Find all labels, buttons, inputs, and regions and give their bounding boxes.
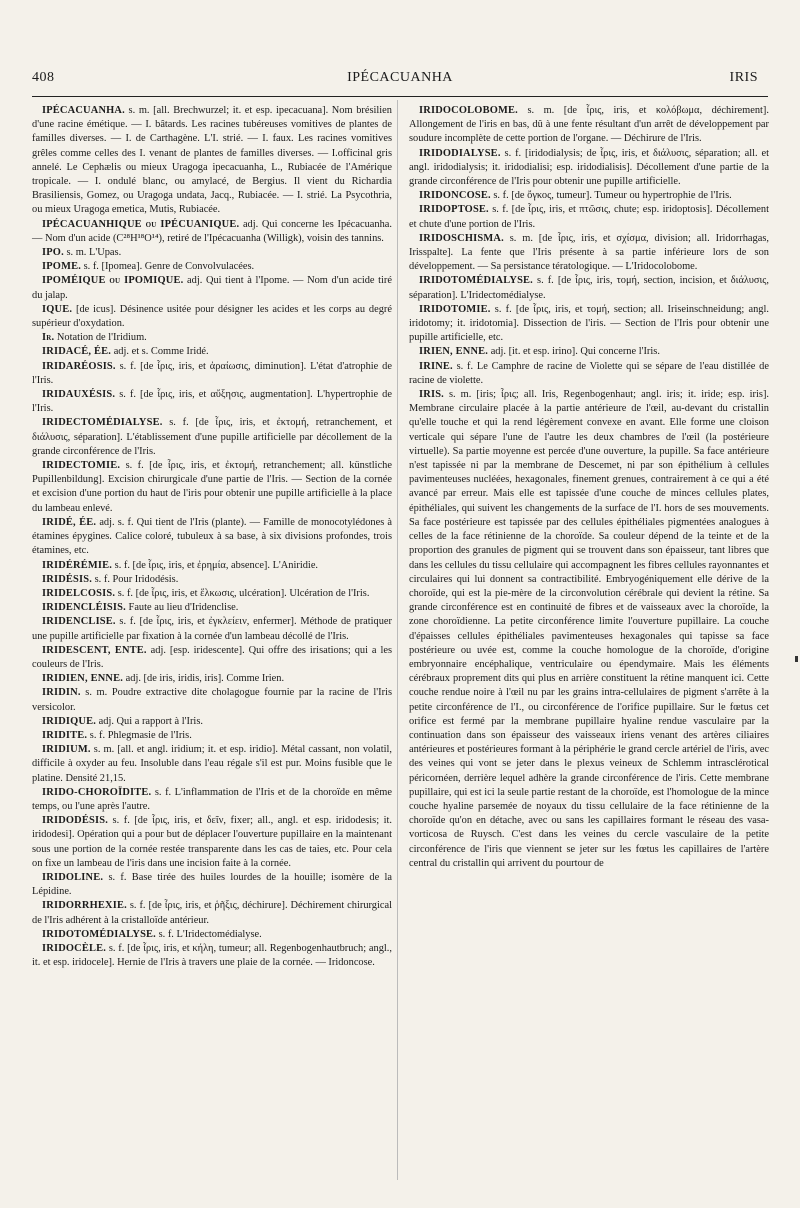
entry-headword: IRIDOCÈLE. bbox=[42, 942, 107, 954]
entry-headword: IRIDÉSIS. bbox=[42, 573, 93, 585]
dictionary-entry bbox=[409, 189, 769, 203]
dictionary-entry bbox=[32, 260, 392, 274]
dictionary-entry bbox=[32, 729, 392, 743]
entry-definition: s. f. [iridodialysis; de ἶρις, iris, et διάλυσις, séparation; all. et angl. iridodialysis; it. iridodialisi; esp. iridodialisis]. Décollement d'une partie de la grande circonférence de l'Iris pour obtenir une pupille artificielle. bbox=[409, 147, 769, 188]
dictionary-entry bbox=[32, 331, 392, 345]
entry-headword: IRIDODIALYSE. bbox=[419, 147, 501, 159]
entry-headword: IRIDIN. bbox=[42, 687, 81, 699]
dictionary-entry bbox=[32, 644, 392, 672]
left-running-head: IPÉCACUANHA bbox=[347, 70, 453, 85]
entry-headword: IPÉCACUANHA. bbox=[42, 105, 125, 116]
entry-definition: s. m. [de ἶρις, iris, et κολόβωμα, déchirement]. Allongement de l'iris en bas, dû à une fente résultant d'un arrêt de développement par soudure incomplète de cette portion de l'organe. — Déchirure de l'Iris. bbox=[409, 105, 769, 145]
entry-headword: IRIDODÉSIS. bbox=[42, 815, 109, 827]
entry-headword: IRIDOTOMIE. bbox=[419, 303, 491, 315]
entry-headword: IRIDOTOMÉDIALYSE. bbox=[42, 928, 156, 940]
entry-headword: IRIDORRHEXIE. bbox=[42, 900, 127, 912]
entry-definition: s. f. Le Camphre de racine de Violette qui se sépare de l'eau distillée de racine de violette. bbox=[409, 360, 769, 386]
entry-headword: IRIEN, ENNE. bbox=[419, 346, 489, 358]
entry-headword: IRIDECTOMÉDIALYSE. bbox=[42, 417, 163, 429]
entry-headword: IRIDECTOMIE. bbox=[42, 460, 121, 472]
dictionary-entry bbox=[409, 203, 769, 231]
entry-definition: s. f. [de ἶρις, iris, et ἐρημία, absence]. L'Aniridie. bbox=[112, 559, 319, 571]
entry-headword: IRIDENCLISE. bbox=[42, 616, 116, 628]
entry-definition: s. f. [de ἶρις, iris, et πτῶσις, chute; esp. iridoptosis]. Décollement et chute d'une portion de l'Iris. bbox=[409, 204, 769, 230]
entry-headword: IRIDELCOSIS. bbox=[42, 587, 116, 599]
dictionary-entry bbox=[32, 345, 392, 359]
dictionary-entry bbox=[32, 587, 392, 601]
margin-mark bbox=[795, 656, 798, 662]
page-number: 408 bbox=[32, 70, 55, 85]
entry-definition: s. f. [de ἶρις, iris, et ἐγκλείειν, enfermer]. Méthode de pratiquer une pupille artificielle par fixation à la cornée d'un lambeau décollé de l'Iris. bbox=[32, 616, 392, 642]
dictionary-entry bbox=[32, 615, 392, 643]
entry-definition: s. m. [all. et angl. iridium; it. et esp. iridio]. Métal cassant, non volatil, difficile à oxyder au feu. Insoluble dans l'eau régale s'il est pur. Moins fusible que le platine. Densité 21,15. bbox=[32, 744, 392, 784]
dictionary-entry bbox=[409, 303, 769, 346]
dictionary-entry bbox=[32, 601, 392, 615]
entry-headword: IRIDIQUE. bbox=[42, 715, 97, 727]
entry-headword: IRIDO-CHOROÏDITE. bbox=[42, 786, 152, 798]
entry-definition: s. m. [all. Brechwurzel; it. et esp. ipecacuana]. Nom brésilien d'une racine émétique. — I. bâtards. Les racines tubéreuses vomitives de plantes de familles diverses. — I. de Carthagène. L'I. strié. — I. faux. Les racines vomitives grêles comme celles des I. venant de plantes de familles diverses. — I.officinal gris annelé. Le Cephælis ou mieux Uragoga ipecacuanha, L., Rubiacée de l'Amérique tropicale. — I. ondulé blanc, ou amylacé, de Bergius. Il vient du Richardia Brasiliensis, Gomez, ou Uragoga undata, Jacq., Rubiacée. — I. strié. La Psycothria, ou mieux Uragoga emetica, Mutis, Rubiacée. bbox=[32, 105, 392, 216]
dictionary-entry bbox=[32, 218, 392, 246]
dictionary-entry bbox=[409, 360, 769, 388]
entry-headword: IRIDENCLÉISIS. bbox=[42, 602, 126, 614]
dictionary-entry bbox=[409, 232, 769, 275]
entry-definition: adj. et s. Comme Iridé. bbox=[111, 346, 209, 358]
dictionary-entry bbox=[32, 416, 392, 459]
entry-headword: IRIDOTOMÉDIALYSE. bbox=[419, 275, 533, 287]
dictionary-entry bbox=[32, 516, 392, 559]
entry-definition: s. f. Pour Iridodésis. bbox=[92, 573, 179, 585]
entry-definition: Faute au lieu d'Iridenclise. bbox=[125, 602, 239, 614]
entry-headword: IRINE. bbox=[419, 360, 453, 372]
entry-headword: IRIDIEN, ENNE. bbox=[42, 673, 124, 685]
entry-definition: s. f. [de ἶρις, iris, et ῥῆξις, déchirure]. Déchirement chirurgical de l'Iris adhérent à la cristalloïde antérieur. bbox=[32, 900, 392, 926]
entry-definition: adj. [it. et esp. irino]. Qui concerne l'Iris. bbox=[488, 346, 660, 358]
entry-headword: IRIDOSCHISMA. bbox=[419, 232, 504, 244]
entry-headword: IRIS. bbox=[419, 389, 444, 401]
entry-headword: IRIDÉRÉMIE. bbox=[42, 559, 113, 571]
entry-definition: Notation de l'Iridium. bbox=[54, 332, 147, 344]
running-header bbox=[32, 70, 768, 90]
entry-headword: IPÉCACUANHIQUE ou IPÉCUANIQUE. bbox=[42, 218, 240, 230]
dictionary-entry bbox=[32, 274, 392, 302]
entry-definition: adj. s. f. Qui tient de l'Iris (plante). — Famille de monocotylédones à étamines épygines. Calice coloré, tubuleux à sa base, à six divisions profondes, trois étamines, etc. bbox=[32, 516, 392, 557]
entry-definition: s. f. L'inflammation de l'Iris et de la choroïde en même temps, ou l'une après l'autre. bbox=[32, 786, 392, 812]
entry-headword: IRIDIUM. bbox=[42, 744, 91, 756]
dictionary-entry bbox=[32, 942, 392, 970]
entry-definition: adj. Qui tient à l'Ipome. — Nom d'un acide tiré du jalap. bbox=[32, 275, 392, 301]
entry-definition: s. f. Base tirée des huiles lourdes de la houille; isomère de la Lépidine. bbox=[32, 871, 392, 898]
entry-definition: s. f. Phlegmasie de l'Iris. bbox=[87, 729, 192, 741]
dictionary-entry bbox=[32, 246, 392, 260]
dictionary-entry bbox=[32, 559, 392, 573]
dictionary-entry bbox=[32, 360, 392, 388]
dictionary-entry bbox=[409, 388, 769, 871]
entry-headword: IRIDOPTOSE. bbox=[419, 204, 489, 216]
entry-headword: IRIDARÉOSIS. bbox=[42, 360, 116, 372]
header-rule bbox=[32, 96, 768, 97]
entry-definition: s. f. [de ἶρις, iris, et ἐκτομή, retranchement; all. künstliche Pupillenbildung]. Excision chirurgicale d'une partie de l'Iris. — Section de la cornée et excision d'une portion du haut de l'iris pour obtenir une pupille artificielle à la place du lambeau enlevé. bbox=[32, 460, 392, 514]
entry-definition: adj. [esp. iridescente]. Qui offre des irisations; qui a les couleurs de l'Iris. bbox=[32, 644, 393, 670]
entry-definition: s. f. [de ἶρις, iris, et ἐκτομή, retranchement, et διάλυσις, séparation]. L'établissement d'une pupille artificielle par décollement de la grande circonférence de l'Iris. bbox=[32, 417, 392, 457]
entry-definition: s. m. [iris; ἶρις; all. Iris, Regenbogenhaut; angl. iris; it. iride; esp. iris]. Membrane circulaire placée à la partie antérieure de l'œil, au-devant du cristallin qu'elle touche et qui la rend légèrement convexe en avant. Elle forme une cloison verticale qui sépare l'une de l'autre les deux chambres de l'œil (la postérieure virtuelle). Sa partie moyenne est percée d'une ouverture, la pupille. Sa face antérieure n'est tapissée ni par la membrane de Descemet, ni par son épithélium à cellules pavimenteuses nucléées, hexagonales, finement grenues, contrairement à ce qui a été avancé par erreur. Mais elle est tapissée d'une couche de minces cellules plates, épithéliales, qui suivent les changements de la surface de l'I. hors de ses mouvements. Sa face postérieure est tapissée par des cellules épithéliales pigmentées analogues à celles de la face rétinienne de la choroïde. Sa couleur dépend de la teinte et de la proportion des granules de pigment qui se trouvent dans son épaisseur, tant libres que dans les cellules du tissu cellulaire qui accompagnent les fibres cellules rayonnantes et circulaires qui lui donnent sa contractibilité. Embryogéniquement elle dérive de la choroïde, qui est la pie-mère de la circonvolution cérébrale qui devient la rétine. Sa grande circonférence est en continuité de fibres et de vaisseaux avec la choroïde, la zone choroïdienne. La petite circonférence limite l'ouverture pupillaire. La couche d'épaisses cellules épithéliales pavimenteuses hexagonales qui tapisse sa face postérieure ou uvée est, comme la couche homologue de la choroïde, d'origine embryonnaire encéphalique, ventriculaire ou épendymaire. Mais les éléments cérébraux proprement dits qui plus en arrière constituent la rétine manquent ici. Cette couche rendue noire à l'œil nu par les grains intra-cellulaires de pigment s'arrête à la petite circonférence de l'I., ou circonférence de l'orifice pupillaire. Sur le fœtus cet orifice est fermé par la membrane pupillaire hyaline rendue vasculaire par la continuation dans son épaisseur des vaisseaux iriens venant des artères ciliaires antérieures et postérieures formant à la périphérie le grand cercle artériel de l'iris, avec des veines qui vont se jeter dans le plexus veineux de Schlemm intrasclérotical péricornéen, derrière lequel adhère la grande circonférence de l'iris. Cette membrane pupillaire, qui est ici la seule partie restant de la choroïde, est l'homologue de la mince couche hyaline parsemée de noyaux du tissu cellulaire de la face rétinienne de la choroïde qu'on en détache, avec ou sans les capillaires formant le réseau des vasa-vorticosa de Ruysch. C'est dans les veines du cercle vasculaire de la petite circonférence de l'iris que viennent se jeter sur les fœtus les capillaires de l'artère central du cristallin qui arrivent du pourtour de bbox=[409, 389, 769, 869]
entry-definition: s. m. Poudre extractive dite cholagogue fournie par la racine de l'Iris versicolor. bbox=[32, 687, 392, 713]
entry-headword: IRIDOCOLOBOME. bbox=[419, 105, 518, 116]
entry-definition: s. f. [de ὄγκος, tumeur]. Tumeur ou hypertrophie de l'Iris. bbox=[490, 190, 732, 202]
entry-headword: IRIDITE. bbox=[42, 729, 88, 741]
right-running-head: IRIS bbox=[729, 70, 758, 85]
entry-definition: s. f. [de ἶρις, iris, et ἀραίωσις, diminution]. L'état d'atrophie de l'Iris. bbox=[32, 360, 392, 386]
entry-headword: IQUE. bbox=[42, 303, 73, 315]
entry-definition: [de icus]. Désinence usitée pour désigner les acides et les corps au degré supérieur d'oxydation. bbox=[32, 303, 392, 330]
entry-definition: s. f. [de ἶρις, iris, τομή, section, incision, et διάλυσις, séparation]. L'Iridectomédialyse. bbox=[409, 275, 769, 301]
dictionary-entry bbox=[32, 928, 392, 942]
entry-headword: IRIDÉ, ÉE. bbox=[42, 516, 97, 528]
dictionary-entry bbox=[32, 104, 392, 218]
entry-headword: Ir. bbox=[42, 332, 55, 344]
entry-definition: s. f. [de ἶρις, iris, et τομή, section; all. Iriseinschneidung; angl. iridotomy; it. iridotomia]. Dissection de l'iris. — Section de l'Iris pour obtenir une pupille artificielle, etc. bbox=[409, 303, 769, 344]
entry-definition: s. f. [de ἶρις, iris, et αὔξησις, augmentation]. L'hypertrophie de l'Iris. bbox=[32, 389, 392, 415]
dictionary-entry bbox=[32, 814, 392, 871]
dictionary-entry bbox=[32, 786, 392, 814]
dictionary-entry bbox=[32, 743, 392, 786]
entry-definition: s. m. L'Upas. bbox=[63, 247, 122, 259]
left-column bbox=[32, 104, 392, 970]
dictionary-entry bbox=[32, 303, 392, 331]
entry-definition: adj. Qui a rapport à l'Iris. bbox=[96, 715, 203, 727]
entry-definition: s. f. [de ἶρις, iris, et δεῖν, fixer; all., angl. et esp. iridodesis; it. iridodesi]. Opération qui a pour but de déplacer l'ouverture pupillaire en la maintenant sous une portion de la cornée restée transparente dans les cas de taies, etc. Pour cela on fixe un lambeau de l'iris dans une incision faite à la cornée. bbox=[32, 815, 392, 869]
entry-definition: s. f. [de ἶρις, iris, et ἕλκωσις, ulcération]. Ulcération de l'Iris. bbox=[115, 587, 370, 599]
entry-headword: IRIDESCENT, ENTE. bbox=[42, 644, 147, 656]
entry-headword: IPOME. bbox=[42, 261, 82, 273]
dictionary-entry bbox=[409, 345, 769, 359]
entry-definition: s. f. L'Iridectomédialyse. bbox=[155, 928, 262, 940]
dictionary-entry bbox=[409, 147, 769, 190]
column-divider bbox=[397, 100, 398, 1180]
dictionary-entry bbox=[32, 573, 392, 587]
dictionary-entry bbox=[32, 459, 392, 516]
entry-definition: s. f. [Ipomea]. Genre de Convolvulacées. bbox=[81, 261, 255, 273]
dictionary-entry bbox=[32, 715, 392, 729]
entry-headword: IPOMÉIQUE ou IPOMIQUE. bbox=[42, 275, 184, 287]
dictionary-entry bbox=[32, 672, 392, 686]
entry-definition: adj. [de iris, iridis, iris]. Comme Irien. bbox=[123, 673, 285, 685]
dictionary-entry bbox=[409, 104, 769, 147]
dictionary-entry bbox=[409, 274, 769, 302]
entry-definition: adj. Qui concerne les Ipécacuanha. — Nom d'un acide (C²⁸H¹⁸O¹⁴), retiré de l'Ipécacuanha (Willigk), voisin des tannins. bbox=[32, 218, 392, 244]
entry-headword: IRIDONCOSE. bbox=[419, 190, 491, 202]
entry-headword: IRIDACÉ, ÉE. bbox=[42, 346, 112, 358]
entry-headword: IRIDOLINE. bbox=[42, 871, 104, 883]
dictionary-entry bbox=[32, 686, 392, 714]
entry-headword: IPO. bbox=[42, 247, 64, 259]
entry-headword: IRIDAUXÉSIS. bbox=[42, 389, 116, 401]
right-column bbox=[409, 104, 769, 871]
entry-definition: s. f. [de ἶρις, iris, et κήλη, tumeur; all. Regenbogenhautbruch; angl., it. et esp. iridocele]. Hernie de l'Iris à travers une plaie de la cornée. — Iridoncose. bbox=[32, 942, 392, 969]
dictionary-entry bbox=[32, 388, 392, 416]
entry-definition: s. m. [de ἶρις, iris, et σχίσμα, division; all. Iridorrhagas, Irisspalte]. La fente que l'Iris présente à sa partie inférieure lors de son développement. — Sa persistance tératologique. — L'Iridocolobome. bbox=[409, 232, 769, 273]
dictionary-entry bbox=[32, 871, 392, 899]
dictionary-entry bbox=[32, 899, 392, 927]
